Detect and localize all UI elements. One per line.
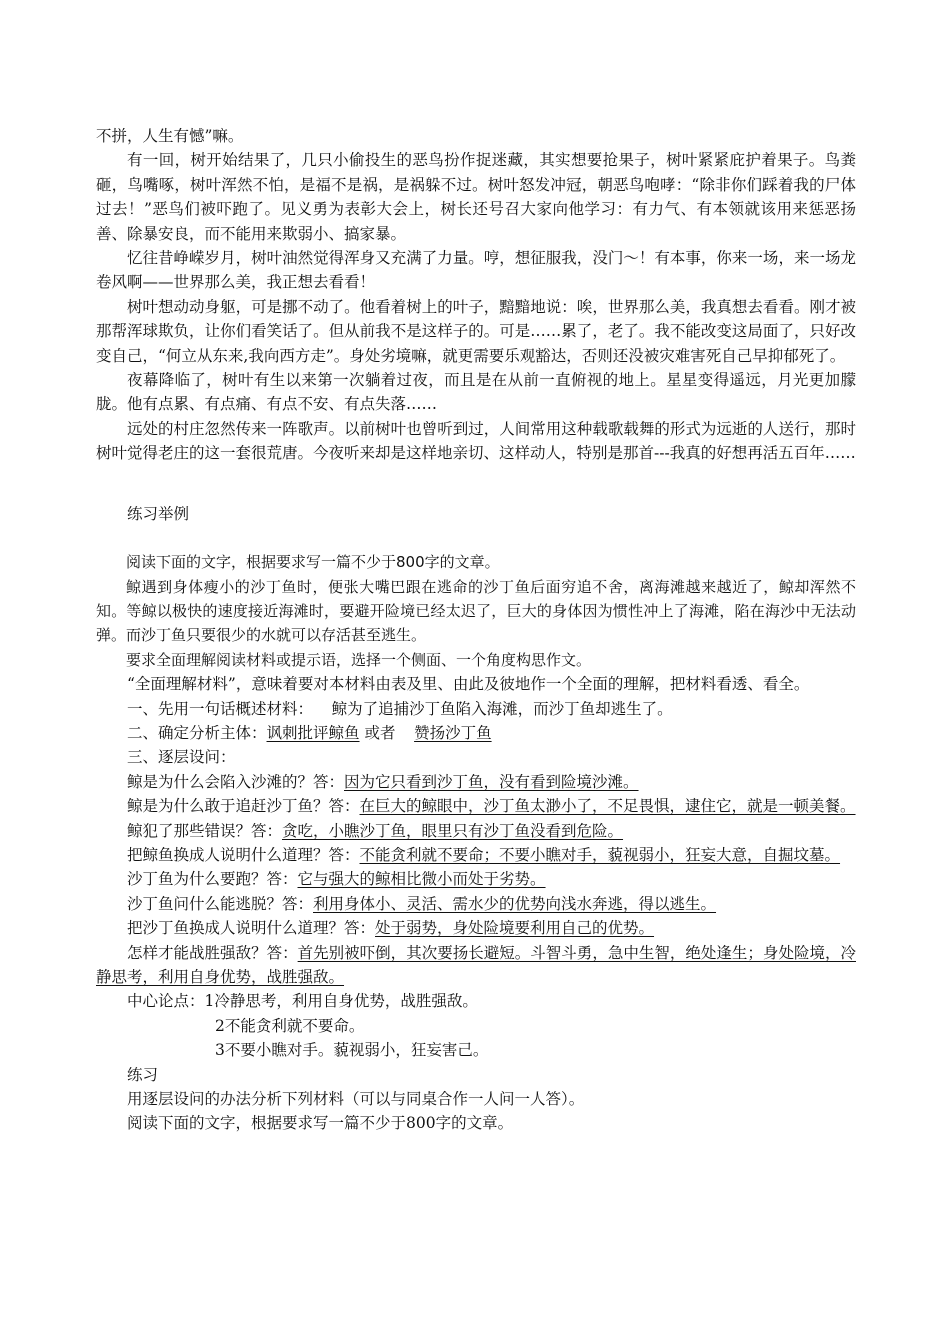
center-point: 1冷静思考，利用自身优势，战胜强敌。	[204, 992, 478, 1011]
step-one	[96, 697, 856, 721]
qa-answer: 处于弱势，身处险境要利用自己的优势。	[375, 919, 655, 938]
qa-question: 鲸犯了那些错误？答：	[127, 821, 283, 840]
qa-question: 把沙丁鱼换成人说明什么道理？答：	[127, 919, 376, 938]
step-one-text: 鲸为了追捕沙丁鱼陷入海滩，而沙丁鱼却逃生了。	[331, 699, 673, 718]
qa-answer: 不能贪利就不要命；不要小瞧对手，藐视弱小，狂妄大意，自掘坟墓。	[359, 845, 841, 864]
step-one-label: 一、先用一句话概述材料：	[127, 699, 314, 718]
qa-question: 鲸是为什么敢于追赶沙丁鱼？答：	[127, 797, 360, 816]
center-point: 3不要小瞧对手。藐视弱小，狂妄害己。	[215, 1041, 489, 1060]
document-body	[96, 124, 856, 1136]
qa-answer: 因为它只看到沙丁鱼，没有看到险境沙滩。	[344, 772, 639, 791]
qa-item	[96, 916, 856, 940]
qa-item	[96, 794, 856, 818]
qa-answer: 它与强大的鲸相比微小而处于劣势。	[297, 870, 546, 889]
step-three: 三、逐层设问：	[127, 748, 236, 767]
step-two-label: 二、确定分析主体：	[127, 723, 267, 742]
story-paragraph: 远处的村庄忽然传来一阵歌声。以前树叶也曾听到过，人间常用这种载歌载舞的形式为远逝的人送行，那时树叶觉得老庄的这一套很荒唐。今夜听来却是这样地亲切、这样动人，特别是那首---我真的好想再活五百年……	[96, 419, 856, 463]
center-point: 2不能贪利就不要命。	[215, 1016, 365, 1035]
practice-instruction: 用逐层设问的办法分析下列材料（可以与同桌合作一人问一人答）。	[127, 1090, 585, 1109]
story-paragraph: 有一回，树开始结果了，几只小偷投生的恶鸟扮作捉迷藏，其实想要抢果子，树叶紧紧庇护着果子。鸟粪砸，鸟嘴啄，树叶浑然不怕，是福不是祸，是祸躲不过。树叶怒发冲冠，朝恶鸟咆哮：“除非你们踩着我的尸体过去！”恶鸟们被吓跑了。见义勇为表彰大会上，树长还号召大家向他学习：有力气、有本领就该用来惩恶扬善、除暴安良，而不能用来欺弱小、搞家暴。	[96, 151, 856, 243]
qa-item	[96, 892, 856, 916]
qa-answer: 首先别被吓倒，其次要扬长避短。斗智斗勇，急中生智，绝处逢生；身处险境，冷静思考，利用自身优势，战胜强敌。	[96, 943, 856, 986]
subject-whale: 讽刺批评鲸鱼	[266, 723, 360, 742]
qa-answer: 利用身体小、灵活、需水少的优势向浅水奔逃，得以逃生。	[313, 894, 717, 913]
qa-item	[96, 843, 856, 867]
subject-sardine: 赞扬沙丁鱼	[414, 723, 492, 742]
story-paragraph: 不拼，人生有憾”嘛。	[96, 127, 244, 145]
qa-question: 沙丁鱼为什么要跑？答：	[127, 870, 298, 889]
practice-prompt: 阅读下面的文字，根据要求写一篇不少于800字的文章。	[127, 1114, 514, 1133]
qa-item	[96, 941, 856, 990]
qa-question: 把鲸鱼换成人说明什么道理？答：	[127, 845, 360, 864]
qa-item	[96, 819, 856, 843]
qa-answer: 在巨大的鲸眼中，沙丁鱼太渺小了，不足畏惧，逮住它，就是一顿美餐。	[359, 797, 856, 816]
step-two	[96, 721, 856, 745]
center-thesis	[96, 989, 856, 1013]
practice-heading: 练习	[127, 1065, 159, 1084]
requirement-text: 要求全面理解阅读材料或提示语，选择一个侧面、一个角度构思作文。	[126, 650, 592, 669]
qa-question: 怎样才能战胜强敌？答：	[127, 943, 298, 962]
material-text: 鲸遇到身体瘦小的沙丁鱼时，便张大嘴巴跟在逃命的沙丁鱼后面穷追不舍，离海滩越来越近了，鲸却浑然不知。等鲸以极快的速度接近海滩时，要避开险境已经太迟了，巨大的身体因为惯性冲上了海滩，陷在海沙中无法动弹。而沙丁鱼只要很少的水就可以存活甚至逃生。	[96, 577, 856, 645]
section-heading: 练习举例	[127, 504, 190, 523]
story-paragraph: 树叶想动动身躯，可是挪不动了。他看着树上的叶子，黯黯地说：唉，世界那么美，我真想去看看。刚才被那帮浑球欺负，让你们看笑话了。但从前我不是这样子的。可是……累了，老了。我不能改变这局面了，只好改变自己，“何立从东来,我向西方走”。身处劣境嘛，就更需要乐观豁达，否则还没被灾难害死自己早抑郁死了。	[96, 297, 856, 365]
qa-question: 沙丁鱼问什么能逃脱？答：	[127, 894, 314, 913]
qa-item	[96, 770, 856, 794]
explain-text: “全面理解材料”，意味着要对本材料由表及里、由此及彼地作一个全面的理解，把材料看透、看全。	[127, 675, 810, 694]
qa-question: 鲸是为什么会陷入沙滩的？答：	[127, 772, 345, 791]
qa-item	[96, 867, 856, 891]
qa-answer: 贪吃，小瞧沙丁鱼，眼里只有沙丁鱼没看到危险。	[282, 821, 624, 840]
center-label: 中心论点：	[127, 992, 205, 1011]
exercise-prompt: 阅读下面的文字，根据要求写一篇不少于800字的文章。	[126, 553, 500, 572]
story-paragraph: 夜幕降临了，树叶有生以来第一次躺着过夜，而且是在从前一直俯视的地上。星星变得遥远，月光更加朦胧。他有点累、有点痛、有点不安、有点失落……	[96, 371, 856, 414]
story-paragraph: 忆往昔峥嵘岁月，树叶油然觉得浑身又充满了力量。哼，想征服我，没门～！有本事，你来一场，来一场龙卷风啊——世界那么美，我正想去看看！	[96, 249, 856, 292]
step-two-or: 或者	[364, 723, 396, 742]
